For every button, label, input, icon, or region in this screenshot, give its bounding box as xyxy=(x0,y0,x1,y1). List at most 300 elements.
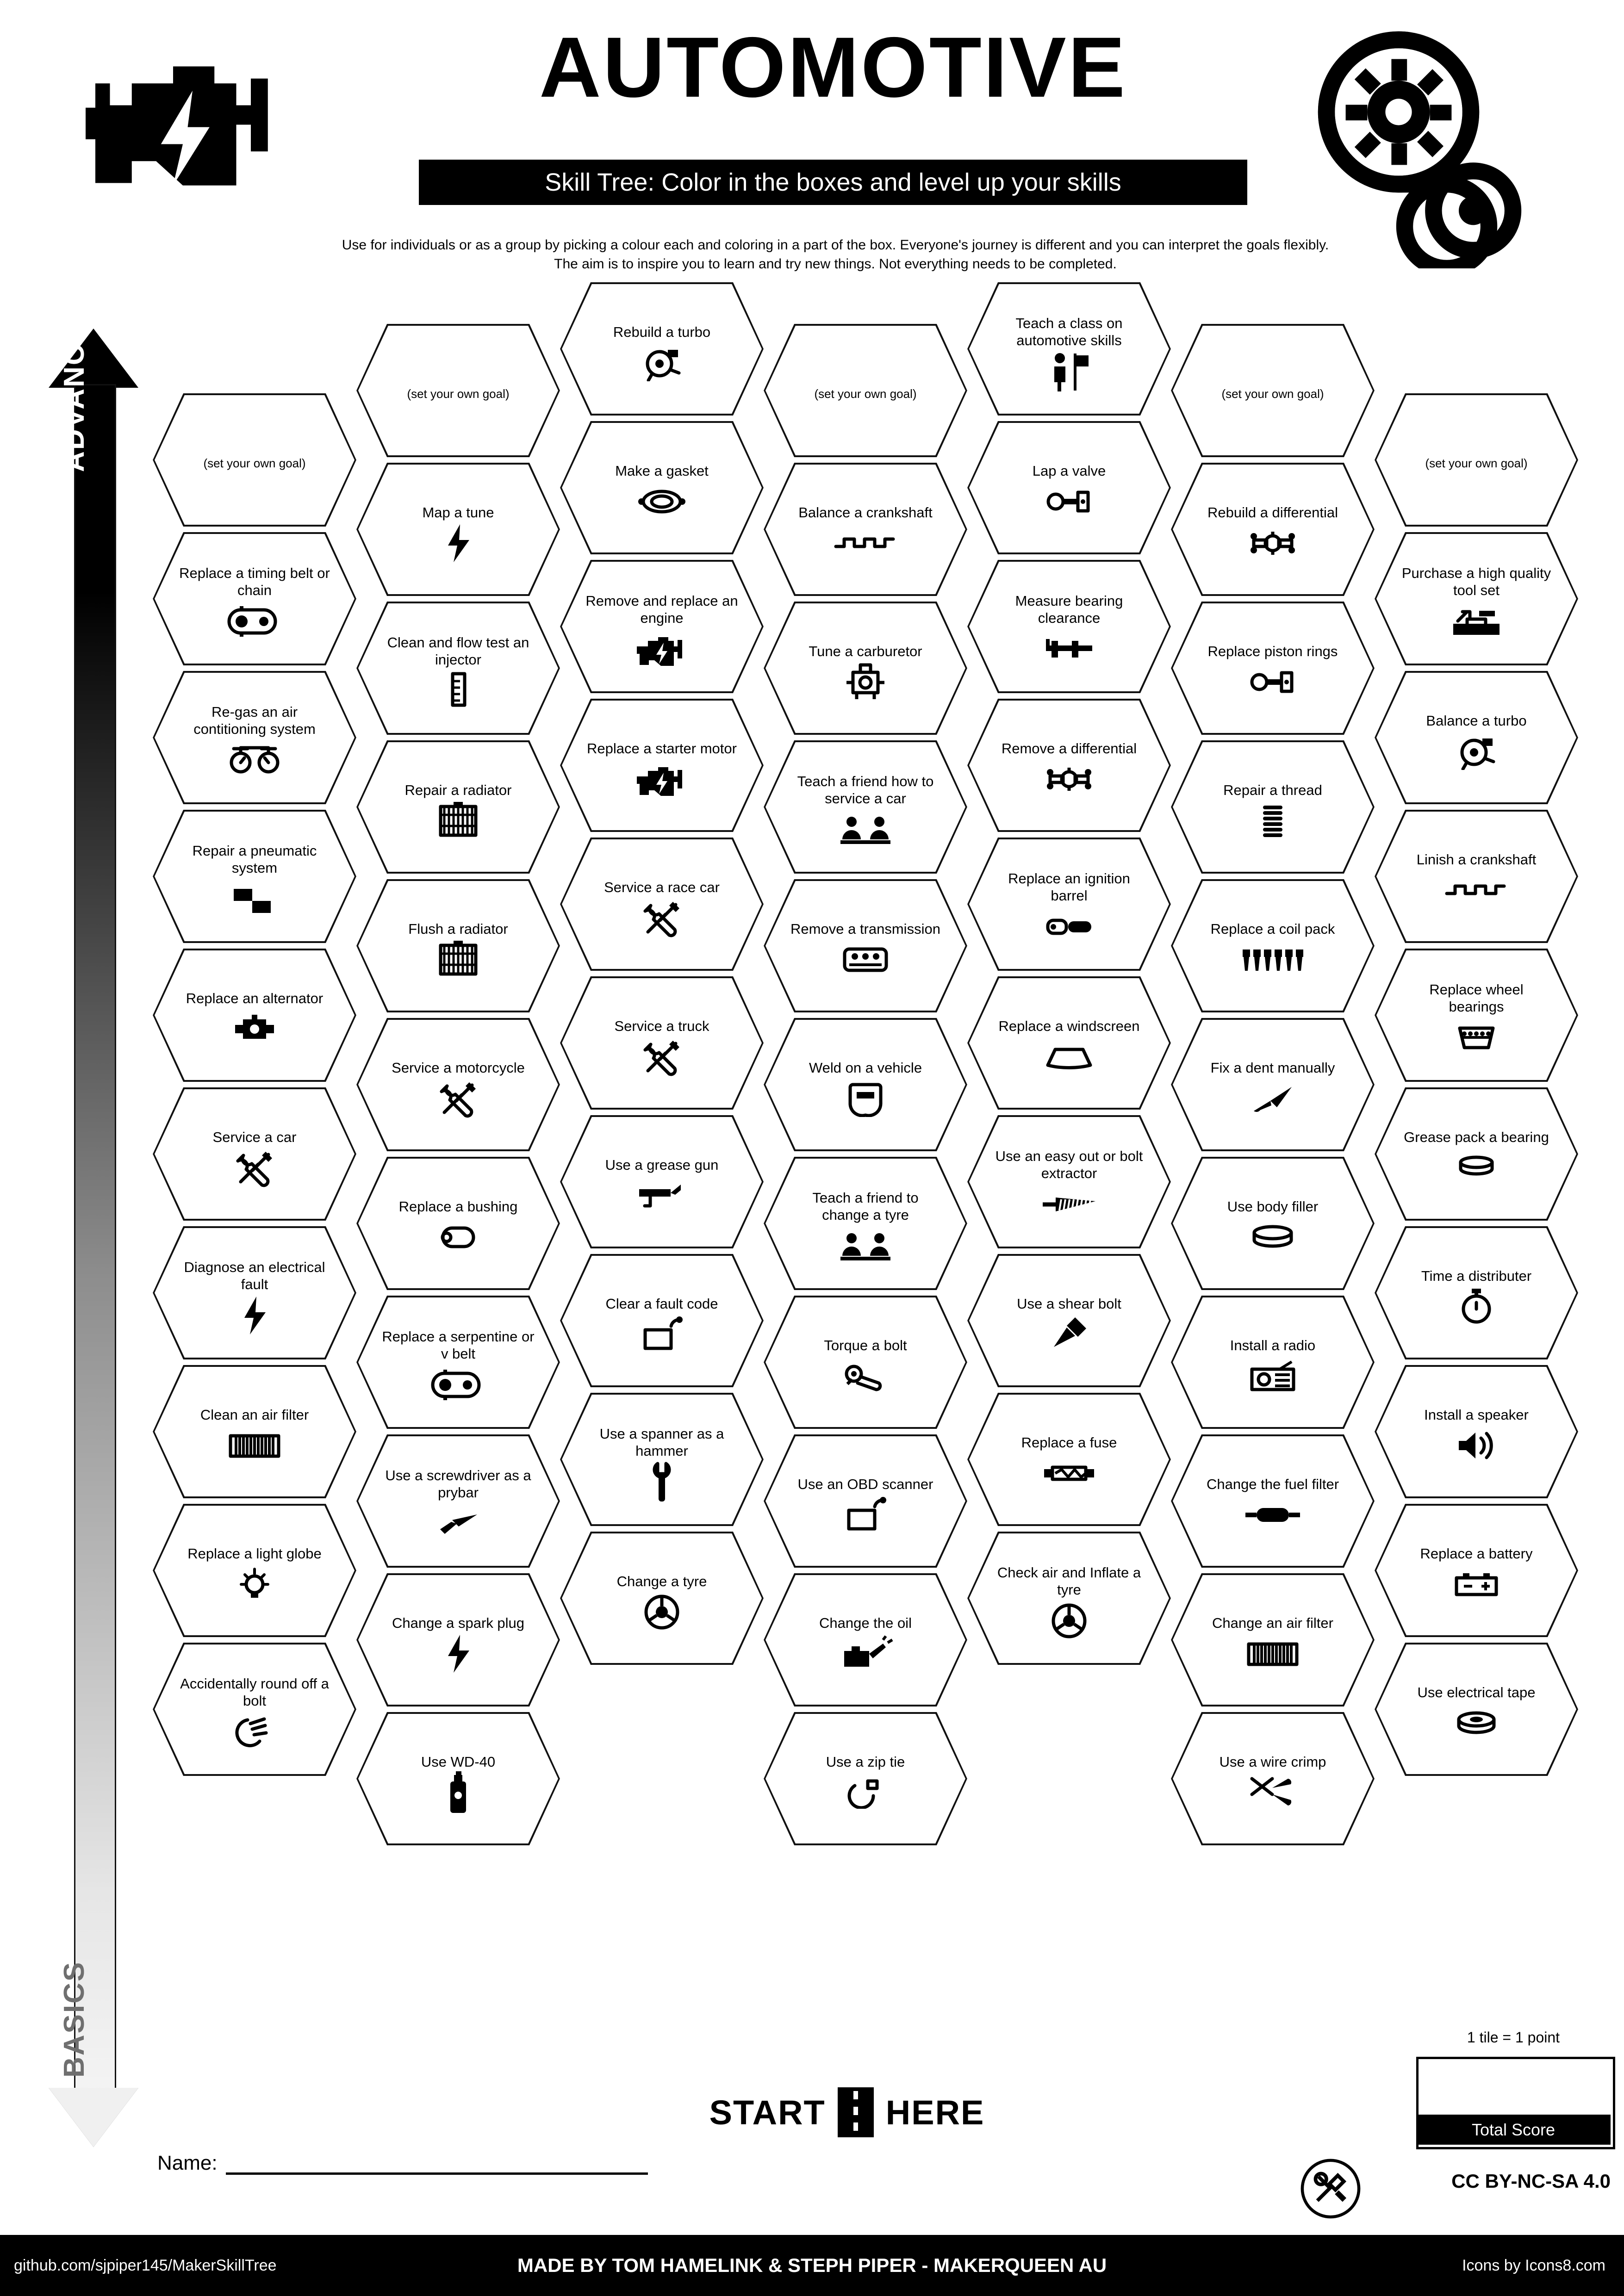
hex-content xyxy=(178,1234,331,1359)
torque-wrench-icon xyxy=(840,1358,891,1395)
grease-gun-icon xyxy=(636,1177,687,1214)
hex-label: Use a screwdriver as a prybar xyxy=(385,1467,531,1501)
skill-hex[interactable] xyxy=(356,1434,560,1568)
hex-goal-label: (set your own goal) xyxy=(814,387,917,401)
skill-hex[interactable] xyxy=(356,324,560,457)
welding-mask-icon xyxy=(845,1080,886,1117)
hex-content xyxy=(585,290,738,416)
hex-content xyxy=(1400,1234,1553,1359)
hex-label: Use an easy out or bolt extractor xyxy=(995,1148,1143,1181)
hex-label: Flush a radiator xyxy=(408,920,508,937)
hex-label: Replace a bushing xyxy=(398,1198,518,1215)
hex-content xyxy=(585,706,738,832)
hex-content xyxy=(789,1303,942,1429)
hex-label: Balance a crankshaft xyxy=(798,504,933,521)
hex-goal-label: (set your own goal) xyxy=(1221,387,1324,401)
hex-content xyxy=(789,887,942,1012)
hex-label: Repair a radiator xyxy=(404,782,512,798)
hex-label: Replace a battery xyxy=(1420,1545,1533,1562)
obd-icon xyxy=(639,1316,685,1353)
zip-tie-icon xyxy=(845,1774,886,1811)
hex-goal-label: (set your own goal) xyxy=(203,456,306,471)
valve-icon xyxy=(1247,664,1298,701)
hex-content xyxy=(382,1581,535,1706)
skill-hex[interactable] xyxy=(1171,1712,1375,1845)
hex-content xyxy=(382,1442,535,1568)
skill-hex[interactable] xyxy=(967,976,1171,1110)
hex-label: Map a tune xyxy=(422,504,494,521)
hex-content xyxy=(789,748,942,874)
alternator-icon xyxy=(227,1011,282,1048)
hex-label: Remove a transmission xyxy=(790,920,940,937)
air-filter-icon xyxy=(1245,1635,1300,1672)
hex-label: Remove and replace an engine xyxy=(585,593,738,626)
hex-content xyxy=(178,817,331,943)
skill-hex[interactable] xyxy=(356,879,560,1012)
toolbox-icon xyxy=(1449,603,1504,640)
hex-label: Purchase a high quality tool set xyxy=(1401,565,1551,598)
start-label: START xyxy=(709,2093,826,2132)
skill-hex[interactable] xyxy=(1171,740,1375,874)
hex-content xyxy=(789,470,942,596)
skill-hex[interactable] xyxy=(967,560,1171,693)
hex-content xyxy=(382,748,535,874)
hex-label: Replace an alternator xyxy=(186,990,324,1006)
hex-content xyxy=(993,1123,1145,1248)
hex-content xyxy=(1196,609,1349,735)
tape-roll-icon xyxy=(1451,1705,1502,1742)
crimper-icon xyxy=(1247,1774,1298,1811)
footer-link[interactable]: github.com/sjpiper145/MakerSkillTree xyxy=(14,2256,277,2274)
bearing-icon xyxy=(1453,1019,1500,1056)
transmission-icon xyxy=(840,941,891,978)
hex-label: Tune a carburetor xyxy=(809,643,922,659)
hex-label: Grease pack a bearing xyxy=(1404,1129,1549,1145)
skill-hex[interactable] xyxy=(560,421,764,554)
skill-hex[interactable] xyxy=(1171,879,1375,1012)
hex-label: Replace a coil pack xyxy=(1210,920,1335,937)
skill-hex[interactable] xyxy=(356,1712,560,1845)
carburetor-icon xyxy=(840,664,891,701)
skill-hex[interactable] xyxy=(153,393,356,527)
skill-hex[interactable] xyxy=(356,740,560,874)
lightbulb-icon xyxy=(234,1566,275,1603)
hex-label: Replace a serpentine or v belt xyxy=(382,1328,535,1362)
skill-hex[interactable] xyxy=(764,1157,967,1290)
skill-hex[interactable] xyxy=(560,976,764,1110)
hex-content xyxy=(585,567,738,693)
skill-hex[interactable] xyxy=(1375,810,1578,943)
header xyxy=(0,0,1624,305)
subtitle-bar xyxy=(419,160,1247,205)
hex-content xyxy=(789,1581,942,1706)
skill-hex[interactable] xyxy=(560,1532,764,1665)
gauges-icon xyxy=(224,742,285,779)
hex-content xyxy=(585,845,738,971)
hex-label: Change an air filter xyxy=(1212,1614,1333,1631)
dent-puller-icon xyxy=(1247,1080,1298,1117)
hex-label: Teach a friend to change a tyre xyxy=(812,1190,919,1223)
hex-content xyxy=(789,609,942,735)
hex-content xyxy=(382,470,535,596)
name-field[interactable] xyxy=(157,2142,648,2175)
skill-hex[interactable] xyxy=(967,1115,1171,1248)
hex-label: Service a motorcycle xyxy=(392,1059,525,1076)
fuel-filter-icon xyxy=(1243,1496,1303,1533)
check-engine-icon xyxy=(60,32,305,227)
hex-content xyxy=(1196,1025,1349,1151)
caliper-icon xyxy=(1041,631,1097,668)
thread-icon xyxy=(1257,802,1289,839)
hex-content xyxy=(993,1261,1145,1387)
battery-icon xyxy=(1451,1566,1502,1603)
radiator-icon xyxy=(435,941,481,978)
skill-hex[interactable] xyxy=(1375,532,1578,665)
differential-icon xyxy=(1044,761,1095,798)
skill-hex[interactable] xyxy=(764,324,967,457)
name-input-rule[interactable] xyxy=(226,2148,648,2175)
hex-label: Service a truck xyxy=(614,1018,709,1034)
hex-content xyxy=(585,428,738,554)
hex-label: Diagnose an electrical fault xyxy=(184,1259,325,1292)
hex-label: Use a shear bolt xyxy=(1017,1295,1121,1312)
skill-hex[interactable] xyxy=(1375,1087,1578,1221)
hex-content xyxy=(789,1025,942,1151)
hex-label: Clean and flow test an injector xyxy=(387,634,529,668)
hex-content xyxy=(585,1261,738,1387)
skill-hex[interactable] xyxy=(967,838,1171,971)
hex-label: Install a radio xyxy=(1230,1337,1316,1353)
skill-hex[interactable] xyxy=(764,1296,967,1429)
pipe-icon xyxy=(229,881,280,918)
hex-content xyxy=(993,1400,1145,1526)
road-icon xyxy=(838,2087,874,2137)
hex-content xyxy=(993,290,1145,416)
teach-icon xyxy=(838,811,893,848)
hex-content xyxy=(1400,1372,1553,1498)
axis-label-basics: BASICS xyxy=(58,1961,90,2078)
skill-hex[interactable] xyxy=(560,560,764,693)
hex-label: Replace a light globe xyxy=(187,1545,322,1562)
timing-belt-icon xyxy=(430,1366,486,1403)
skill-hex[interactable] xyxy=(153,1643,356,1776)
skill-hex[interactable] xyxy=(764,1573,967,1706)
footer-icons-credit: Icons by Icons8.com xyxy=(1462,2256,1605,2274)
hex-content xyxy=(1196,748,1349,874)
skill-hex[interactable] xyxy=(153,1365,356,1498)
tyre-icon xyxy=(1048,1602,1090,1639)
hex-label: Change the fuel filter xyxy=(1206,1476,1339,1492)
hex-content xyxy=(993,567,1145,693)
wrench-screwdriver-icon xyxy=(639,1038,685,1075)
hex-content xyxy=(178,678,331,804)
skill-hex[interactable] xyxy=(1375,1226,1578,1359)
skill-hex[interactable] xyxy=(356,1573,560,1706)
skill-hex[interactable] xyxy=(356,602,560,735)
hex-label: Rebuild a turbo xyxy=(613,323,711,340)
hex-label: Lap a valve xyxy=(1032,462,1106,479)
hex-content xyxy=(1196,1164,1349,1290)
skill-hex[interactable] xyxy=(1375,393,1578,527)
hex-goal-label: (set your own goal) xyxy=(1425,456,1528,471)
tyre-icon xyxy=(641,1594,683,1631)
skill-hex[interactable] xyxy=(153,671,356,804)
wrench-screwdriver-icon xyxy=(639,900,685,937)
bolt-icon xyxy=(444,1635,472,1672)
skill-hex[interactable] xyxy=(560,1254,764,1387)
engine-icon xyxy=(634,761,690,798)
skill-hex[interactable] xyxy=(153,1087,356,1221)
hex-content xyxy=(178,1372,331,1498)
speaker-icon xyxy=(1453,1427,1500,1464)
skill-hex[interactable] xyxy=(967,1532,1171,1665)
skill-hex[interactable] xyxy=(1171,1573,1375,1706)
skill-hex[interactable] xyxy=(560,699,764,832)
hex-label: Use a zip tie xyxy=(826,1753,905,1770)
hex-content xyxy=(585,1400,738,1526)
skill-hex[interactable] xyxy=(560,1115,764,1248)
skill-hex[interactable] xyxy=(1171,1018,1375,1151)
subtitle-text: Skill Tree: Color in the boxes and level up your skills xyxy=(545,168,1121,196)
hex-content xyxy=(1400,1511,1553,1637)
turbo-icon xyxy=(641,344,683,381)
gasket-icon xyxy=(634,483,690,520)
hex-content xyxy=(178,1511,331,1637)
bushing-icon xyxy=(433,1219,484,1256)
hex-content xyxy=(1196,887,1349,1012)
hex-content xyxy=(382,1164,535,1290)
hex-content xyxy=(789,331,942,457)
hex-content xyxy=(993,706,1145,832)
timing-belt-icon xyxy=(1314,28,1555,268)
skill-hex[interactable] xyxy=(764,1712,967,1845)
hex-label: Replace a starter motor xyxy=(587,740,737,757)
hex-content xyxy=(993,984,1145,1110)
skill-hex[interactable] xyxy=(967,282,1171,416)
skill-hex[interactable] xyxy=(764,1018,967,1151)
license-text: CC BY-NC-SA 4.0 xyxy=(1451,2170,1611,2192)
hex-label: Make a gasket xyxy=(615,462,709,479)
hex-label: Change a tyre xyxy=(616,1573,707,1589)
timing-belt-icon xyxy=(227,603,282,640)
hex-label: Re-gas an air contitioning system xyxy=(193,704,316,737)
hex-content xyxy=(382,609,535,735)
engine-icon xyxy=(634,631,690,668)
skill-hex[interactable] xyxy=(764,463,967,596)
oil-can-icon xyxy=(838,1635,893,1672)
hex-label: Replace a timing belt or chain xyxy=(179,565,330,598)
teach-icon xyxy=(838,1228,893,1265)
rounded-bolt-icon xyxy=(234,1713,275,1750)
hex-content xyxy=(1400,540,1553,665)
hex-content xyxy=(993,1539,1145,1665)
hex-label: Accidentally round off a bolt xyxy=(180,1675,329,1709)
hex-content xyxy=(178,1095,331,1221)
hex-label: Change a spark plug xyxy=(392,1614,525,1631)
hex-content xyxy=(178,956,331,1082)
hex-label: Replace piston rings xyxy=(1207,643,1338,659)
hex-content xyxy=(1400,678,1553,804)
skill-hex[interactable] xyxy=(967,421,1171,554)
hex-label: Weld on a vehicle xyxy=(809,1059,922,1076)
radiator-icon xyxy=(435,802,481,839)
skill-hex[interactable] xyxy=(1171,1296,1375,1429)
hex-label: Replace a fuse xyxy=(1021,1434,1117,1451)
stopwatch-icon xyxy=(1458,1288,1495,1325)
ignition-barrel-icon xyxy=(1041,908,1097,945)
hex-content xyxy=(382,887,535,1012)
hex-content xyxy=(1196,1442,1349,1568)
shear-bolt-icon xyxy=(1048,1316,1090,1353)
skill-hex[interactable] xyxy=(1171,1157,1375,1290)
skill-hex[interactable] xyxy=(1375,1643,1578,1776)
hex-label: Repair a pneumatic system xyxy=(192,843,317,876)
skill-hex[interactable] xyxy=(1171,463,1375,596)
skill-hex[interactable] xyxy=(356,1296,560,1429)
hex-content xyxy=(1400,401,1553,527)
hex-content xyxy=(993,428,1145,554)
skill-hex[interactable] xyxy=(1375,671,1578,804)
skill-hex[interactable] xyxy=(764,602,967,735)
hex-goal-label: (set your own goal) xyxy=(407,387,510,401)
skill-hex[interactable] xyxy=(153,532,356,665)
hex-content xyxy=(1196,1303,1349,1429)
hex-content xyxy=(789,1164,942,1290)
start-here xyxy=(671,2082,1023,2142)
skill-hex[interactable] xyxy=(764,740,967,874)
skill-hex[interactable] xyxy=(967,699,1171,832)
hex-content xyxy=(1400,1095,1553,1221)
hex-content xyxy=(1196,1581,1349,1706)
hex-label: Use a spanner as a hammer xyxy=(599,1426,724,1459)
hex-content xyxy=(1400,956,1553,1082)
hex-label: Use electrical tape xyxy=(1417,1684,1536,1700)
valve-icon xyxy=(1044,483,1095,520)
hex-content xyxy=(178,540,331,665)
hex-label: Install a speaker xyxy=(1424,1406,1529,1423)
coil-pack-icon xyxy=(1238,941,1307,978)
skill-hex[interactable] xyxy=(356,1157,560,1290)
hex-content xyxy=(789,1719,942,1845)
hex-content xyxy=(382,1719,535,1845)
fuse-icon xyxy=(1041,1455,1097,1492)
hex-content xyxy=(382,331,535,457)
hex-content xyxy=(382,1025,535,1151)
hex-label: Measure bearing clearance xyxy=(1015,593,1123,626)
footer-credit: MADE BY TOM HAMELINK & STEPH PIPER - MAKERQUEEN AU xyxy=(517,2254,1107,2276)
name-label: Name: xyxy=(157,2152,218,2174)
differential-icon xyxy=(1247,525,1298,562)
air-filter-icon xyxy=(227,1427,282,1464)
grease-tub-icon xyxy=(1453,1149,1500,1186)
skill-hex[interactable] xyxy=(967,1393,1171,1526)
hex-label: Linish a crankshaft xyxy=(1416,851,1537,868)
crankshaft-icon xyxy=(833,525,898,562)
hex-content xyxy=(789,1442,942,1568)
spray-can-icon xyxy=(442,1774,474,1811)
hex-label: Replace a windscreen xyxy=(998,1018,1140,1034)
hex-content xyxy=(1400,1650,1553,1776)
hex-label: Use WD-40 xyxy=(421,1753,496,1770)
skill-hex[interactable] xyxy=(1171,1434,1375,1568)
hex-label: Change the oil xyxy=(819,1614,912,1631)
obd-icon xyxy=(842,1496,889,1533)
skill-hex[interactable] xyxy=(356,1018,560,1151)
axis-label-advanced: ADVANCED xyxy=(58,300,90,472)
filler-tub-icon xyxy=(1247,1219,1298,1256)
presenter-icon xyxy=(1046,353,1092,390)
skill-hex[interactable] xyxy=(153,1226,356,1359)
tile-note: 1 tile = 1 point xyxy=(1467,2029,1560,2046)
screwdriver-icon xyxy=(433,1505,484,1542)
hex-label: Torque a bolt xyxy=(824,1337,907,1353)
hex-label: Replace an ignition barrel xyxy=(1008,870,1130,904)
skill-hex[interactable] xyxy=(764,879,967,1012)
injector-icon xyxy=(444,672,472,709)
hex-content xyxy=(585,984,738,1110)
skill-hex[interactable] xyxy=(153,949,356,1082)
footer xyxy=(0,2235,1624,2296)
hex-label: Service a race car xyxy=(604,879,720,895)
hex-content xyxy=(993,845,1145,971)
skill-hex[interactable] xyxy=(1375,1504,1578,1637)
skill-hex[interactable] xyxy=(356,463,560,596)
skill-hex[interactable] xyxy=(1375,949,1578,1082)
skill-hex[interactable] xyxy=(967,1254,1171,1387)
skill-hex[interactable] xyxy=(153,810,356,943)
skill-hex[interactable] xyxy=(560,1393,764,1526)
bolt-icon xyxy=(241,1297,268,1334)
hex-content xyxy=(382,1303,535,1429)
hex-content xyxy=(585,1539,738,1665)
crankshaft-icon xyxy=(1444,872,1509,909)
tools-badge-icon xyxy=(1300,2159,1361,2219)
hex-label: Teach a friend how to service a car xyxy=(797,773,934,807)
hex-label: Use a grease gun xyxy=(605,1156,719,1173)
hex-content xyxy=(1400,817,1553,943)
hex-label: Time a distributer xyxy=(1421,1267,1532,1284)
skill-hex[interactable] xyxy=(153,1504,356,1637)
skill-hex[interactable] xyxy=(1375,1365,1578,1498)
skill-hex[interactable] xyxy=(560,838,764,971)
hex-label: Fix a dent manually xyxy=(1210,1059,1335,1076)
hex-content xyxy=(1196,470,1349,596)
hex-content xyxy=(585,1123,738,1248)
hex-label: Remove a differential xyxy=(1001,740,1137,757)
extractor-icon xyxy=(1039,1186,1099,1223)
skill-hex[interactable] xyxy=(560,282,764,416)
skill-hex[interactable] xyxy=(764,1434,967,1568)
skill-grid xyxy=(0,305,1624,2138)
hex-label: Check air and Inflate a tyre xyxy=(997,1564,1141,1598)
hex-label: Clean an air filter xyxy=(200,1406,309,1423)
spanner-icon xyxy=(646,1464,678,1501)
hex-label: Use an OBD scanner xyxy=(797,1476,933,1492)
skill-hex[interactable] xyxy=(1171,324,1375,457)
hex-label: Replace wheel bearings xyxy=(1429,981,1524,1015)
turbo-icon xyxy=(1456,733,1497,770)
skill-hex[interactable] xyxy=(1171,602,1375,735)
total-score-label: Total Score xyxy=(1416,2115,1611,2145)
intro-blurb: Use for individuals or as a group by picking a colour each and coloring in a part of the box. Everyone's journey is different and you can interpret the goals flexibly. The aim is to inspire you to learn and try new things. Not everything needs to be completed. xyxy=(342,237,1329,272)
hex-label: Use a wire crimp xyxy=(1219,1753,1326,1770)
here-label: HERE xyxy=(885,2093,985,2132)
windscreen-icon xyxy=(1041,1038,1097,1075)
hex-content xyxy=(1196,331,1349,457)
hex-label: Service a car xyxy=(212,1129,297,1145)
hex-label: Repair a thread xyxy=(1223,782,1322,798)
radio-icon xyxy=(1247,1358,1298,1395)
